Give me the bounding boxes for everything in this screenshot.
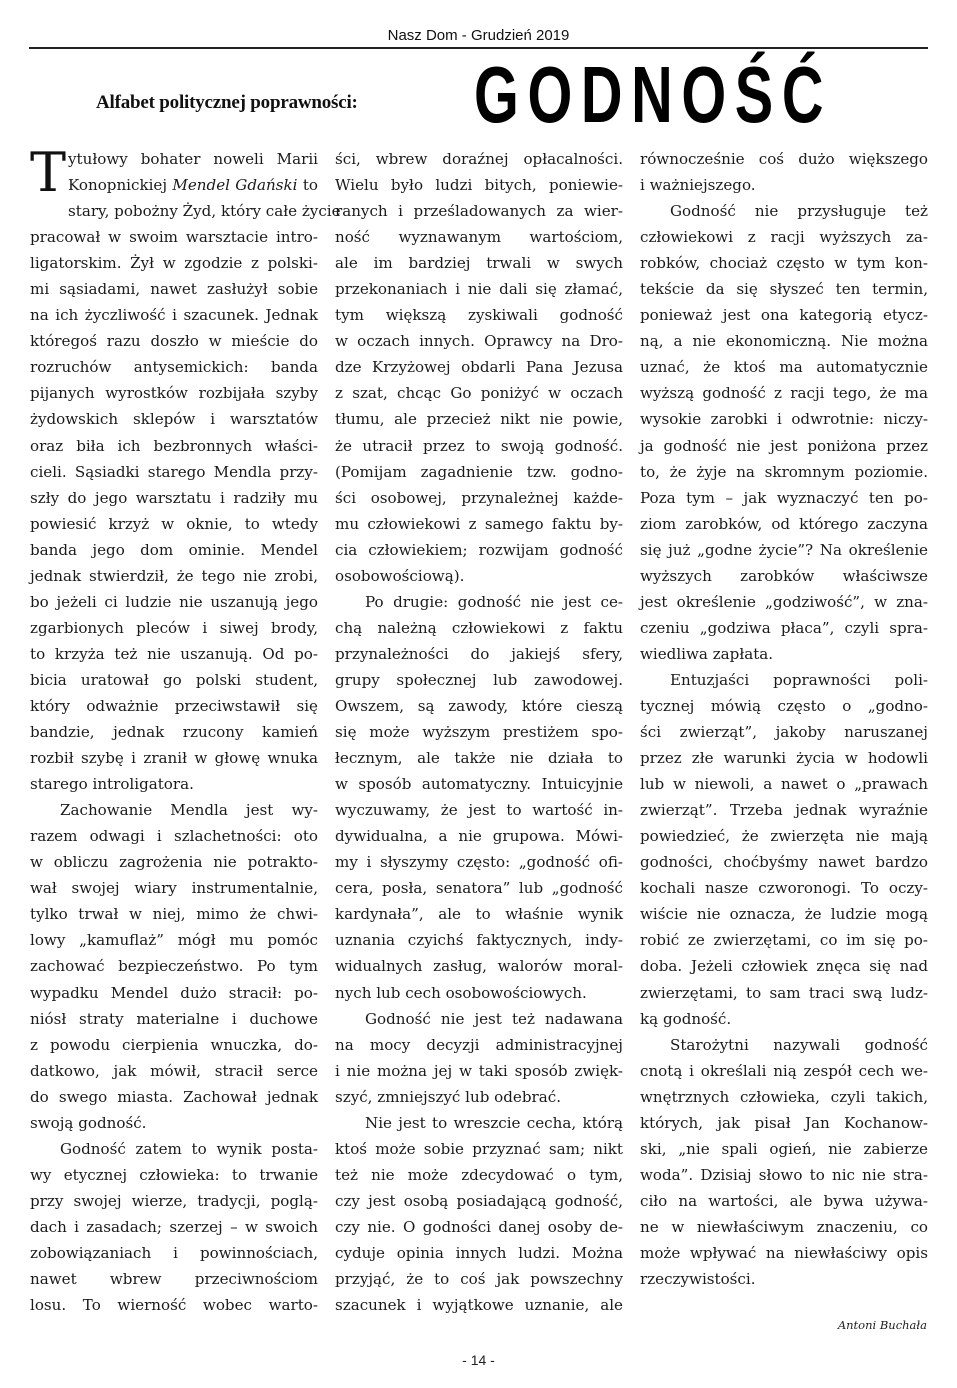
text-line: zwierząt”. Trzeba jednak wyraźnie	[640, 801, 928, 820]
text-line: ranych i prześladowanych za wier-	[335, 202, 623, 221]
text-line: wy etycznej człowieka: to trwanie	[30, 1165, 318, 1184]
text-line: których, jak pisał Jan Kochanow-	[640, 1113, 928, 1132]
text-line: ści, wbrew doraźnej opłacalności.	[335, 150, 623, 168]
text-line: Entuzjaści poprawności poli-	[670, 670, 928, 689]
text-line: cyduje opinia innych ludzi. Można	[335, 1243, 623, 1262]
text-line: my i słyszymy często: „godność ofi-	[335, 853, 623, 872]
text-line: dze Krzyżowej obdarli Pana Jezusa	[335, 358, 623, 377]
text-line: ność wyznawanym wartościom,	[335, 228, 623, 247]
text-line: osobowościową).	[335, 566, 465, 585]
page-number: - 14 -	[462, 1352, 495, 1368]
text-line: i ważniejszego.	[640, 176, 756, 195]
text-line: grupy społecznej lub zawodowej.	[335, 670, 623, 689]
text-line: cnotą i określali nią zespół cech we-	[640, 1061, 928, 1080]
text-line: szacunek i wyjątkowe uznanie, ale	[335, 1296, 623, 1315]
text-line: ktoś może sobie przyznać sam; nikt	[335, 1139, 623, 1158]
text-line: któregoś razu doszło w mieście do	[30, 332, 318, 351]
text-line: uznać, że ktoś ma automatycznie	[640, 358, 928, 377]
text-line: kochali nasze czworonogi. To oczy-	[640, 879, 928, 898]
text-line: żydowskich sklepów i warsztatów	[30, 410, 318, 429]
text-line: mu człowiekowi z samego faktu by-	[335, 514, 623, 533]
text-line: chą należną człowiekowi z faktu	[335, 618, 623, 637]
text-line: zwierzętami, to sam traci swą ludz-	[640, 983, 928, 1002]
book-title: Mendel Gdański	[172, 176, 298, 195]
text-line: stary, pobożny Żyd, który całe życie	[68, 202, 341, 221]
text-line: wiście nie oznacza, że ludzie mogą	[640, 905, 928, 924]
text-line: godności, choćbyśmy nawet bardzo	[640, 853, 928, 872]
text-line: ści zwierząt”, jakoby naruszanej	[640, 723, 928, 742]
text-line: ponieważ jest ona kategorią etycz-	[640, 306, 928, 325]
text-line: Godność zatem to wynik posta-	[60, 1139, 318, 1158]
text-line: czy nie. O godności danej osoby de-	[335, 1217, 623, 1236]
text-line: banda jego dom ominie. Mendel	[30, 540, 318, 559]
text-line: tylko trwał w niej, mimo że chwi-	[30, 905, 318, 924]
text-line: tym większą zyskiwali godność	[335, 306, 623, 325]
text-line: w sposób automatyczny. Intuicyjnie	[335, 775, 623, 794]
text-line: ną, a nie ekonomiczną. Nie można	[640, 332, 928, 351]
text-line: wyższych zarobków właściwsze	[640, 566, 928, 585]
text-line: ytułowy bohater noweli Marii	[68, 150, 318, 168]
text-line: z szat, chcąc Go poniżyć w oczach	[335, 384, 623, 403]
text-line: przy swojej wierze, tradycji, poglą-	[30, 1191, 318, 1210]
text-line: tycznej mówią często o „godno-	[640, 696, 928, 715]
text-line: nawet wbrew przeciwnościom	[30, 1270, 318, 1289]
text-line: człowiekowi z racji wyższych za-	[640, 228, 928, 247]
text-line: wysokie zarobki i odwrotnie: niczy-	[640, 410, 928, 429]
text-line: przyjąć, że to coś jak powszechny	[335, 1270, 623, 1289]
text-line: pijanych wyrostków rozbijała szyby	[30, 384, 318, 403]
text-column-3	[640, 146, 928, 1292]
text-line: dywidualna, a nie grupowa. Mówi-	[335, 827, 623, 846]
text-line: rozruchów antysemickich: banda	[30, 358, 318, 377]
text-line: cieli. Sąsiadki starego Mendla przy-	[30, 462, 318, 481]
text-line: lub w niewoli, a nawet o „prawach	[640, 775, 928, 794]
text-line: Godność nie przysługuje też	[670, 202, 928, 221]
text-line: widualnych zasług, walorów moral-	[335, 957, 623, 976]
text-line: przekonaniach i nie dali się złamać,	[335, 280, 623, 299]
text-line: datkowo, jak mówił, stracił serce	[30, 1061, 318, 1080]
header-rule	[29, 47, 928, 49]
text-line: rzeczywistości.	[640, 1270, 756, 1289]
text-line: ale im bardziej trwali w swych	[335, 254, 623, 273]
text-line: rozbił szybę i zranił w głowę wnuka	[30, 749, 318, 768]
text-line: też nie może zdecydować o tym,	[335, 1165, 623, 1184]
text-line: doba. Jeżeli człowiek znęca się nad	[640, 957, 928, 976]
text-line: pracował w swoim warsztacie intro-	[30, 228, 318, 247]
text-line: ziom zarobków, od którego zaczyna	[640, 514, 928, 533]
text-line: łecznym, ale także nie działa to	[335, 749, 623, 768]
text-line: wał swojej wiary instrumentalnie,	[30, 879, 318, 898]
text-line: Owszem, są zawody, które cieszą	[335, 696, 623, 715]
text-line: to, że żyje na skromnym poziomie.	[640, 462, 928, 481]
text-column-2	[335, 146, 623, 1318]
text-line: Wielu było ludzi bitych, poniewie-	[335, 176, 623, 195]
text-line: Starożytni nazywali godność	[670, 1035, 928, 1054]
text-line: który odważnie przeciwstawił się	[30, 696, 318, 715]
text-line: ski, „nie spali ogień, nie zabierze	[640, 1139, 928, 1158]
text-line: zachować bezpieczeństwo. Po tym	[30, 957, 318, 976]
text-line: zgarbionych pleców i siwej brody,	[30, 618, 318, 637]
text-line: wypadku Mendel dużo stracił: po-	[30, 983, 318, 1002]
text-line: (Pomijam zagadnienie tzw. godno-	[335, 462, 623, 481]
author-signature: Antoni Buchała	[837, 1318, 927, 1332]
text-line: mi sąsiadami, nawet zasłużył sobie	[30, 280, 318, 299]
text-line: równocześnie coś dużo większego	[640, 150, 928, 168]
text-line: tłumu, ale przecież nikt nie powie,	[335, 410, 623, 429]
text-line: oraz biła ich bezbronnych właści-	[30, 436, 318, 455]
running-header: Nasz Dom - Grudzień 2019	[387, 27, 570, 44]
text-line: wiedliwa zapłata.	[640, 644, 774, 663]
text-line: czy jest osobą posiadającą godność,	[335, 1191, 623, 1210]
text-line: się może wyższym prestiżem spo-	[335, 723, 623, 742]
text-line: na ich życzliwość i szacunek. Jednak	[30, 306, 318, 325]
text-line: wyczuwamy, że jest to wartość in-	[335, 801, 623, 820]
text-line: na mocy decyzji administracyjnej	[335, 1035, 623, 1054]
text-line: Nie jest to wreszcie cecha, którą	[365, 1113, 623, 1132]
text-line: szły do jego warsztatu i radziły mu	[30, 488, 318, 507]
text-line: ciło na wartości, ale bywa używa-	[640, 1191, 928, 1210]
text-line: wnętrznych człowieka, czyli takich,	[640, 1087, 928, 1106]
text-column-1	[30, 141, 341, 1318]
text-line: lowy „kamuflaż” mógł mu pomóc	[30, 931, 318, 950]
text-line: zobowiązaniach i powinnościach,	[30, 1243, 318, 1262]
text-line: starego introligatora.	[30, 775, 194, 794]
text-line: Godność nie jest też nadawana	[365, 1009, 623, 1028]
text-line: czeniu „godziwa płaca”, czyli spra-	[640, 618, 928, 637]
text-line: woda”. Dzisiaj słowo to nic nie stra-	[640, 1165, 928, 1184]
text-line: bo jeżeli ci ludzie nie uszanują jego	[30, 592, 318, 611]
text-line: ści osobowej, przynależnej każde-	[335, 488, 623, 507]
text-line: tekście da się słyszeć ten termin,	[640, 280, 928, 299]
text-line: Konopnickiej Mendel Gdański to	[68, 176, 318, 195]
text-line: ką godność.	[640, 1009, 732, 1028]
text-line: bandzie, jednak rzucony kamień	[30, 723, 318, 742]
drop-cap: T	[30, 141, 67, 204]
text-line: w oczach innych. Oprawcy na Dro-	[335, 332, 623, 351]
text-line: cera, posła, senatora” lub „godność	[335, 879, 623, 898]
article-title: GODNOŚĆ	[474, 50, 833, 139]
text-line: się już „godne życie”? Na określenie	[640, 540, 928, 559]
text-line: przynależności do jakiejś sfery,	[335, 644, 623, 663]
text-line: że utracił przez to swoją godność.	[335, 436, 623, 455]
text-line: może wpływać na niewłaściwy opis	[640, 1243, 928, 1262]
text-line: dach i zasadach; szerzej – w swoich	[30, 1217, 318, 1236]
text-line: razem odwagi i szlachetności: oto	[30, 827, 318, 846]
text-line: powiesić krzyż w oknie, to wtedy	[30, 514, 318, 533]
text-line: losu. To wierność wobec warto-	[30, 1296, 318, 1315]
text-line: robić ze zwierzętami, co im się po-	[640, 931, 928, 950]
text-line: w obliczu zagrożenia nie potrakto-	[30, 853, 318, 872]
text-line: Zachowanie Mendla jest wy-	[60, 801, 318, 820]
text-line: jest określenie „godziwość”, w zna-	[640, 592, 928, 611]
text-line: ne w niewłaściwym znaczeniu, co	[640, 1217, 928, 1236]
text-line: robków, chociaż często w tym kon-	[640, 254, 928, 273]
text-line: bicia uratował go polski student,	[30, 670, 318, 689]
text-line: powiedzieć, że zwierzęta nie mają	[640, 827, 928, 846]
text-line: wyższą godność z racji tego, że ma	[640, 384, 928, 403]
text-line: i nie można jej w taki sposób zwięk-	[335, 1061, 623, 1080]
text-line: cia człowiekiem; rozwijam godność	[335, 540, 623, 559]
text-line: jednak stwierdził, że tego nie zrobi,	[30, 566, 318, 585]
text-line: nych lub cech osobowościowych.	[335, 983, 587, 1002]
text-line: Po drugie: godność nie jest ce-	[365, 592, 623, 611]
text-line: przez złe warunki życia w hodowli	[640, 749, 928, 768]
text-line: szyć, zmniejszyć lub odebrać.	[335, 1087, 561, 1106]
text-line: ja godność nie jest poniżona przez	[640, 436, 928, 455]
text-line: to krzyża też nie uszanują. Od po-	[30, 644, 318, 663]
text-line: z powodu cierpienia wnuczka, do-	[30, 1035, 318, 1054]
series-label: Alfabet politycznej poprawności:	[96, 92, 358, 113]
text-line: uznania czyichś faktycznych, indy-	[335, 931, 623, 950]
text-line: Poza tym – jak wyznaczyć ten po-	[640, 488, 928, 507]
text-line: niósł straty materialne i duchowe	[30, 1009, 318, 1028]
text-line: swoją godność.	[30, 1113, 147, 1132]
text-line: do swego miasta. Zachował jednak	[30, 1087, 318, 1106]
text-line: kardynała”, ale to właśnie wynik	[335, 905, 623, 924]
text-line: ligatorskim. Żył w zgodzie z polski-	[30, 254, 318, 273]
